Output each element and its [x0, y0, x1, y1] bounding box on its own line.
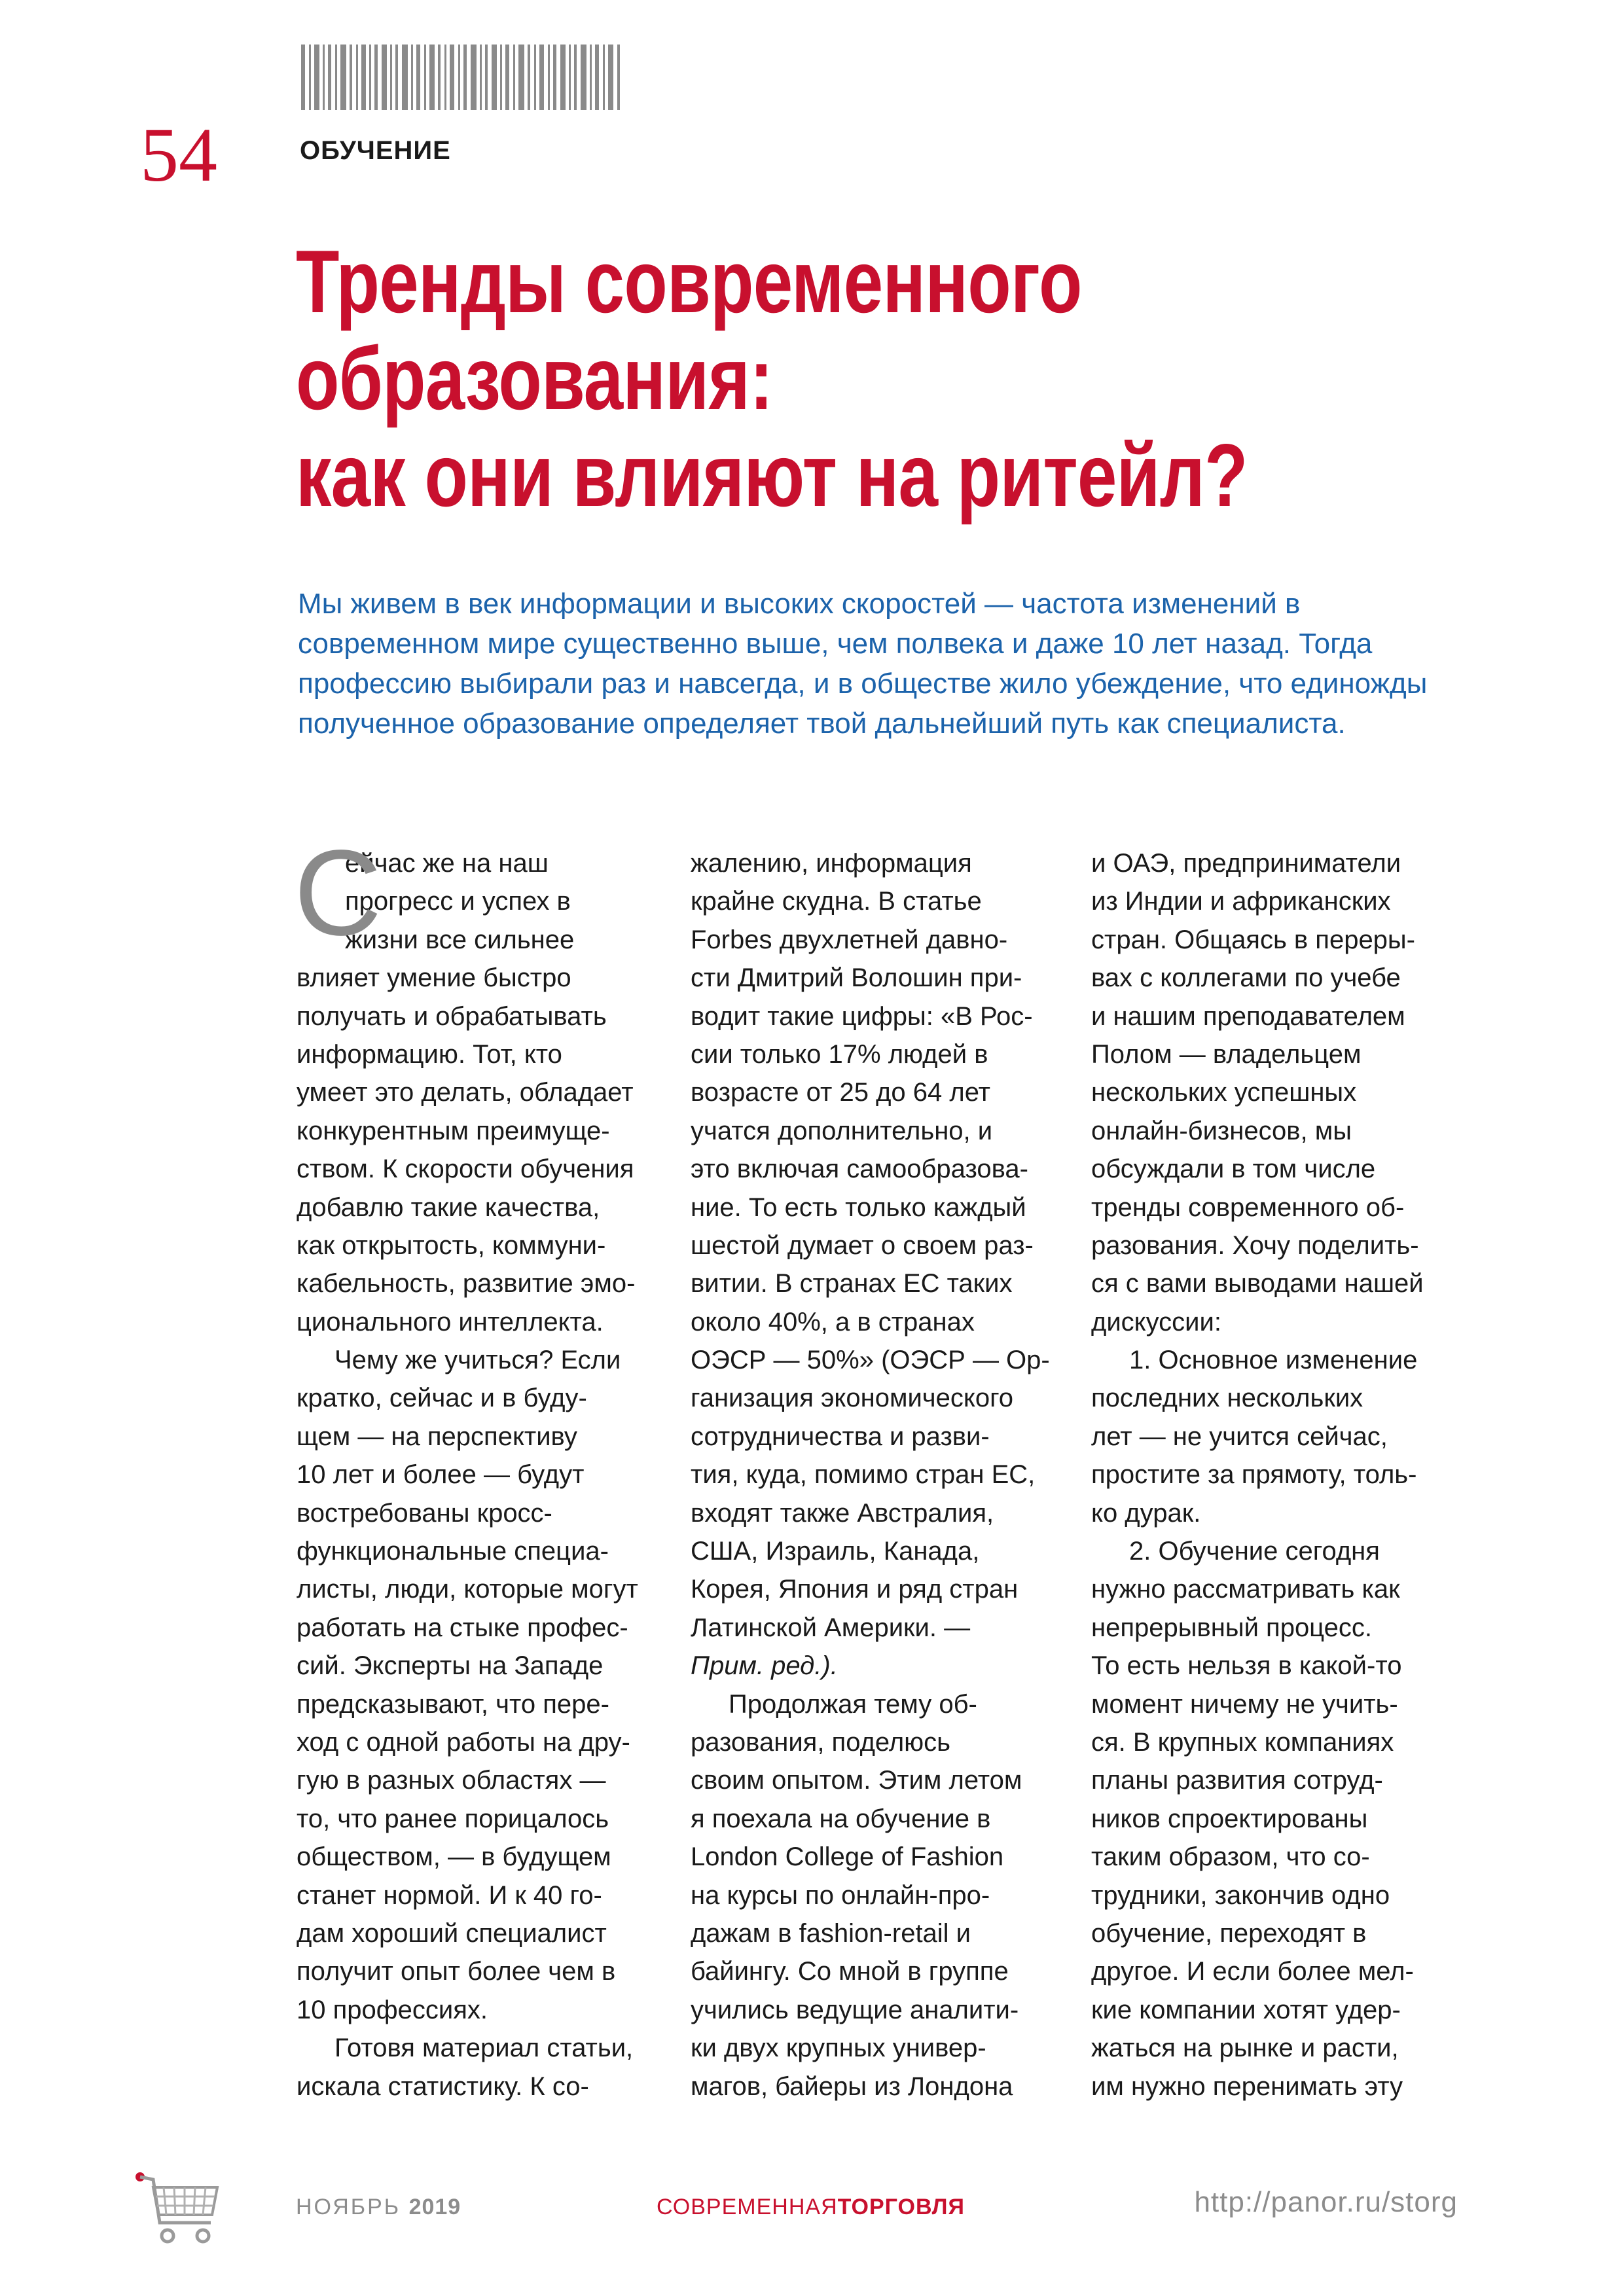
shopping-cart-icon — [131, 2168, 223, 2249]
body-text-line: байингу. Со мной в группе — [691, 1957, 1009, 1986]
body-text-line: ся с вами выводами нашей — [1091, 1269, 1424, 1299]
body-text-line: разования. Хочу поделить- — [1091, 1230, 1419, 1260]
body-text-line: прогресс и успех в — [345, 887, 571, 916]
footer-year: 2019 — [408, 2195, 461, 2219]
page-number: 54 — [140, 112, 217, 198]
footer-magazine-part2: ТОРГОВЛЯ — [837, 2195, 965, 2219]
body-text-line: ход с одной работы на дру- — [297, 1727, 630, 1757]
body-text-line: на курсы по онлайн-про- — [691, 1880, 990, 1910]
footer-month: НОЯБРЬ — [296, 2195, 401, 2219]
body-text-line: стран. Общаясь в переры- — [1091, 925, 1415, 954]
body-text-line: Полом — владельцем — [1091, 1039, 1362, 1069]
body-text-line: шестой думает о своем раз- — [691, 1230, 1034, 1260]
body-text-line: ейчас же на наш — [345, 849, 549, 878]
body-text-line: последних нескольких — [1091, 1384, 1363, 1413]
body-text-line: сии только 17% людей в — [691, 1039, 988, 1069]
body-text-line: США, Израиль, Канада, — [691, 1537, 980, 1566]
body-text-line: учатся дополнительно, и — [691, 1116, 993, 1145]
body-text-line: станет нормой. И к 40 го- — [297, 1880, 602, 1910]
body-text-line: кратко, сейчас и в буду- — [297, 1384, 587, 1413]
body-text-line: 10 профессиях. — [297, 1995, 488, 2024]
body-text-line: момент ничему не учить- — [1091, 1689, 1398, 1719]
body-text-line: Чему же учиться? Если — [334, 1346, 621, 1375]
headline-line: как они влияют на ритейл? — [296, 425, 1248, 525]
body-text-line: я поехала на обучение в — [691, 1804, 991, 1833]
body-text-line: работать на стыке профес- — [297, 1613, 628, 1642]
body-text-line: сти Дмитрий Волошин при- — [691, 963, 1022, 993]
body-text-line: дискуссии: — [1091, 1307, 1221, 1336]
body-text-line: Прим. ред.). — [691, 1651, 838, 1681]
body-text-line: планы развития сотруд- — [1091, 1766, 1383, 1795]
barcode-graphic — [301, 45, 622, 110]
drop-cap: С — [294, 825, 382, 961]
headline — [296, 233, 1317, 524]
body-text-line: из Индии и африканских — [1091, 887, 1391, 916]
headline-line: Тренды современного — [296, 232, 1082, 331]
body-text-line: Корея, Япония и ряд стран — [691, 1575, 1019, 1604]
body-text-line: и ОАЭ, предприниматели — [1091, 849, 1401, 878]
body-text-line: витии. В странах ЕС таких — [691, 1269, 1013, 1299]
body-text-line: и нашим преподавателем — [1091, 1001, 1405, 1031]
body-text-line: влияет умение быстро — [297, 963, 571, 993]
body-text-line: кие компании хотят удер- — [1091, 1995, 1401, 2024]
body-text-line: Латинской Америки. — — [691, 1613, 971, 1642]
body-text-line: обучение, переходят в — [1091, 1918, 1367, 1948]
body-text-line: 1. Основное изменение — [1129, 1346, 1418, 1375]
body-text-line: дажам в fashion-retail и — [691, 1918, 971, 1948]
body-text-line: онлайн-бизнесов, мы — [1091, 1116, 1352, 1145]
body-text-line: ционального интеллекта. — [297, 1307, 604, 1336]
body-text-line: функциональные специа- — [297, 1537, 609, 1566]
body-text-line: ние. То есть только каждый — [691, 1193, 1026, 1222]
lead-paragraph: Мы живем в век информации и высоких скоростей — частота изменений в современном мире существенно выше, чем полвека и даже 10 лет назад. Тогда профессию выбирали раз и навсегда, и в обществе жило убеждение, что единожды полученное образование определяет твой дальнейший путь как специалиста. — [298, 588, 1428, 740]
body-text-line: получать и обрабатывать — [297, 1001, 607, 1031]
footer-magazine-part1: СОВРЕМЕННАЯ — [657, 2195, 838, 2219]
body-text-line: трудники, закончив одно — [1091, 1880, 1390, 1910]
body-text-line: востребованы кросс- — [297, 1498, 552, 1528]
body-text-line: ганизация экономического — [691, 1384, 1014, 1413]
body-text-line: гую в разных областях — — [297, 1766, 606, 1795]
body-text-line: Готовя материал статьи, — [334, 2034, 634, 2063]
body-text-line: входят также Австралия, — [691, 1498, 994, 1528]
body-text-line: листы, люди, которые могут — [297, 1575, 638, 1604]
body-text-line: то, что ранее порицалось — [297, 1804, 609, 1833]
body-text-line: умеет это делать, обладает — [297, 1078, 634, 1107]
body-text-line: предсказывают, что пере- — [297, 1689, 609, 1719]
body-text-line: ся. В крупных компаниях — [1091, 1727, 1394, 1757]
headline-line: образования: — [296, 329, 773, 428]
body-column-3 — [1091, 844, 1458, 2106]
body-text-line: ки двух крупных универ- — [691, 2034, 986, 2063]
body-text-line: сотрудничества и разви- — [691, 1422, 990, 1451]
body-text-line: нескольких успешных — [1091, 1078, 1357, 1107]
body-text-line: вах с коллегами по учебе — [1091, 963, 1401, 993]
body-text-line: тренды современного об- — [1091, 1193, 1405, 1222]
section-label: ОБУЧЕНИЕ — [300, 136, 451, 165]
body-text-line: крайне скудна. В статье — [691, 887, 982, 916]
body-text-line: обществом, — в будущем — [297, 1842, 611, 1872]
footer-issue-date — [296, 2195, 461, 2220]
body-text-line: около 40%, а в странах — [691, 1307, 975, 1336]
body-text-line: непрерывный процесс. — [1091, 1613, 1373, 1642]
body-text-line: лет — не учится сейчас, — [1091, 1422, 1388, 1451]
body-text-line: им нужно перенимать эту — [1091, 2072, 1403, 2101]
body-text-line: жаться на рынке и расти, — [1091, 2034, 1399, 2063]
body-text-line: То есть нельзя в какой-то — [1091, 1651, 1402, 1681]
body-text-line: нужно рассматривать как — [1091, 1575, 1400, 1604]
body-text-line: жизни все сильнее — [345, 925, 575, 954]
body-text-line: другое. И если более мел- — [1091, 1957, 1414, 1986]
body-text-line: щем — на перспективу — [297, 1422, 577, 1451]
body-text-line: водит такие цифры: «В Рос- — [691, 1001, 1033, 1031]
body-text-line: добавлю такие качества, — [297, 1193, 600, 1222]
body-text-line: Forbes двухлетней давно- — [691, 925, 1008, 954]
body-text-line: ников спроектированы — [1091, 1804, 1368, 1833]
body-text-line: жалению, информация — [691, 849, 972, 878]
body-text-line: возрасте от 25 до 64 лет — [691, 1078, 990, 1107]
body-text-line: конкурентным преимуще- — [297, 1116, 610, 1145]
body-text-line: простите за прямоту, толь- — [1091, 1460, 1417, 1490]
body-text-line: тия, куда, помимо стран ЕС, — [691, 1460, 1036, 1490]
body-text-line: учились ведущие аналити- — [691, 1995, 1019, 2024]
body-text-line: информацию. Тот, кто — [297, 1039, 562, 1069]
body-text-line: это включая самообразова- — [691, 1155, 1028, 1184]
body-text-line: как открытость, коммуни- — [297, 1230, 606, 1260]
body-text-line: 2. Обучение сегодня — [1129, 1537, 1380, 1566]
body-text-line: разования, поделюсь — [691, 1727, 951, 1757]
footer-url[interactable]: http://panor.ru/storg — [1194, 2186, 1458, 2218]
body-text-line: искала статистику. К со- — [297, 2072, 589, 2101]
body-text-line: кабельность, развитие эмо- — [297, 1269, 636, 1299]
body-column-2 — [691, 844, 1057, 2106]
body-text-line: обсуждали в том числе — [1091, 1155, 1376, 1184]
body-text-line: London College of Fashion — [691, 1842, 1004, 1872]
body-text-line: дам хороший специалист — [297, 1918, 607, 1948]
body-text-line: своим опытом. Этим летом — [691, 1766, 1022, 1795]
body-text-line: таким образом, что со- — [1091, 1842, 1370, 1872]
footer-magazine-title — [657, 2195, 965, 2220]
body-text-line: ОЭСР — 50%» (ОЭСР — Ор- — [691, 1346, 1050, 1375]
body-text-line: получит опыт более чем в — [297, 1957, 616, 1986]
body-column-1 — [294, 825, 663, 2106]
body-text-line: Продолжая тему об- — [729, 1689, 977, 1719]
body-text-line: магов, байеры из Лондона — [691, 2072, 1013, 2101]
body-text-line: ко дурак. — [1091, 1498, 1201, 1528]
body-text-line: 10 лет и более — будут — [297, 1460, 585, 1490]
body-text-line: сий. Эксперты на Западе — [297, 1651, 604, 1681]
body-text-line: ством. К скорости обучения — [297, 1155, 634, 1184]
